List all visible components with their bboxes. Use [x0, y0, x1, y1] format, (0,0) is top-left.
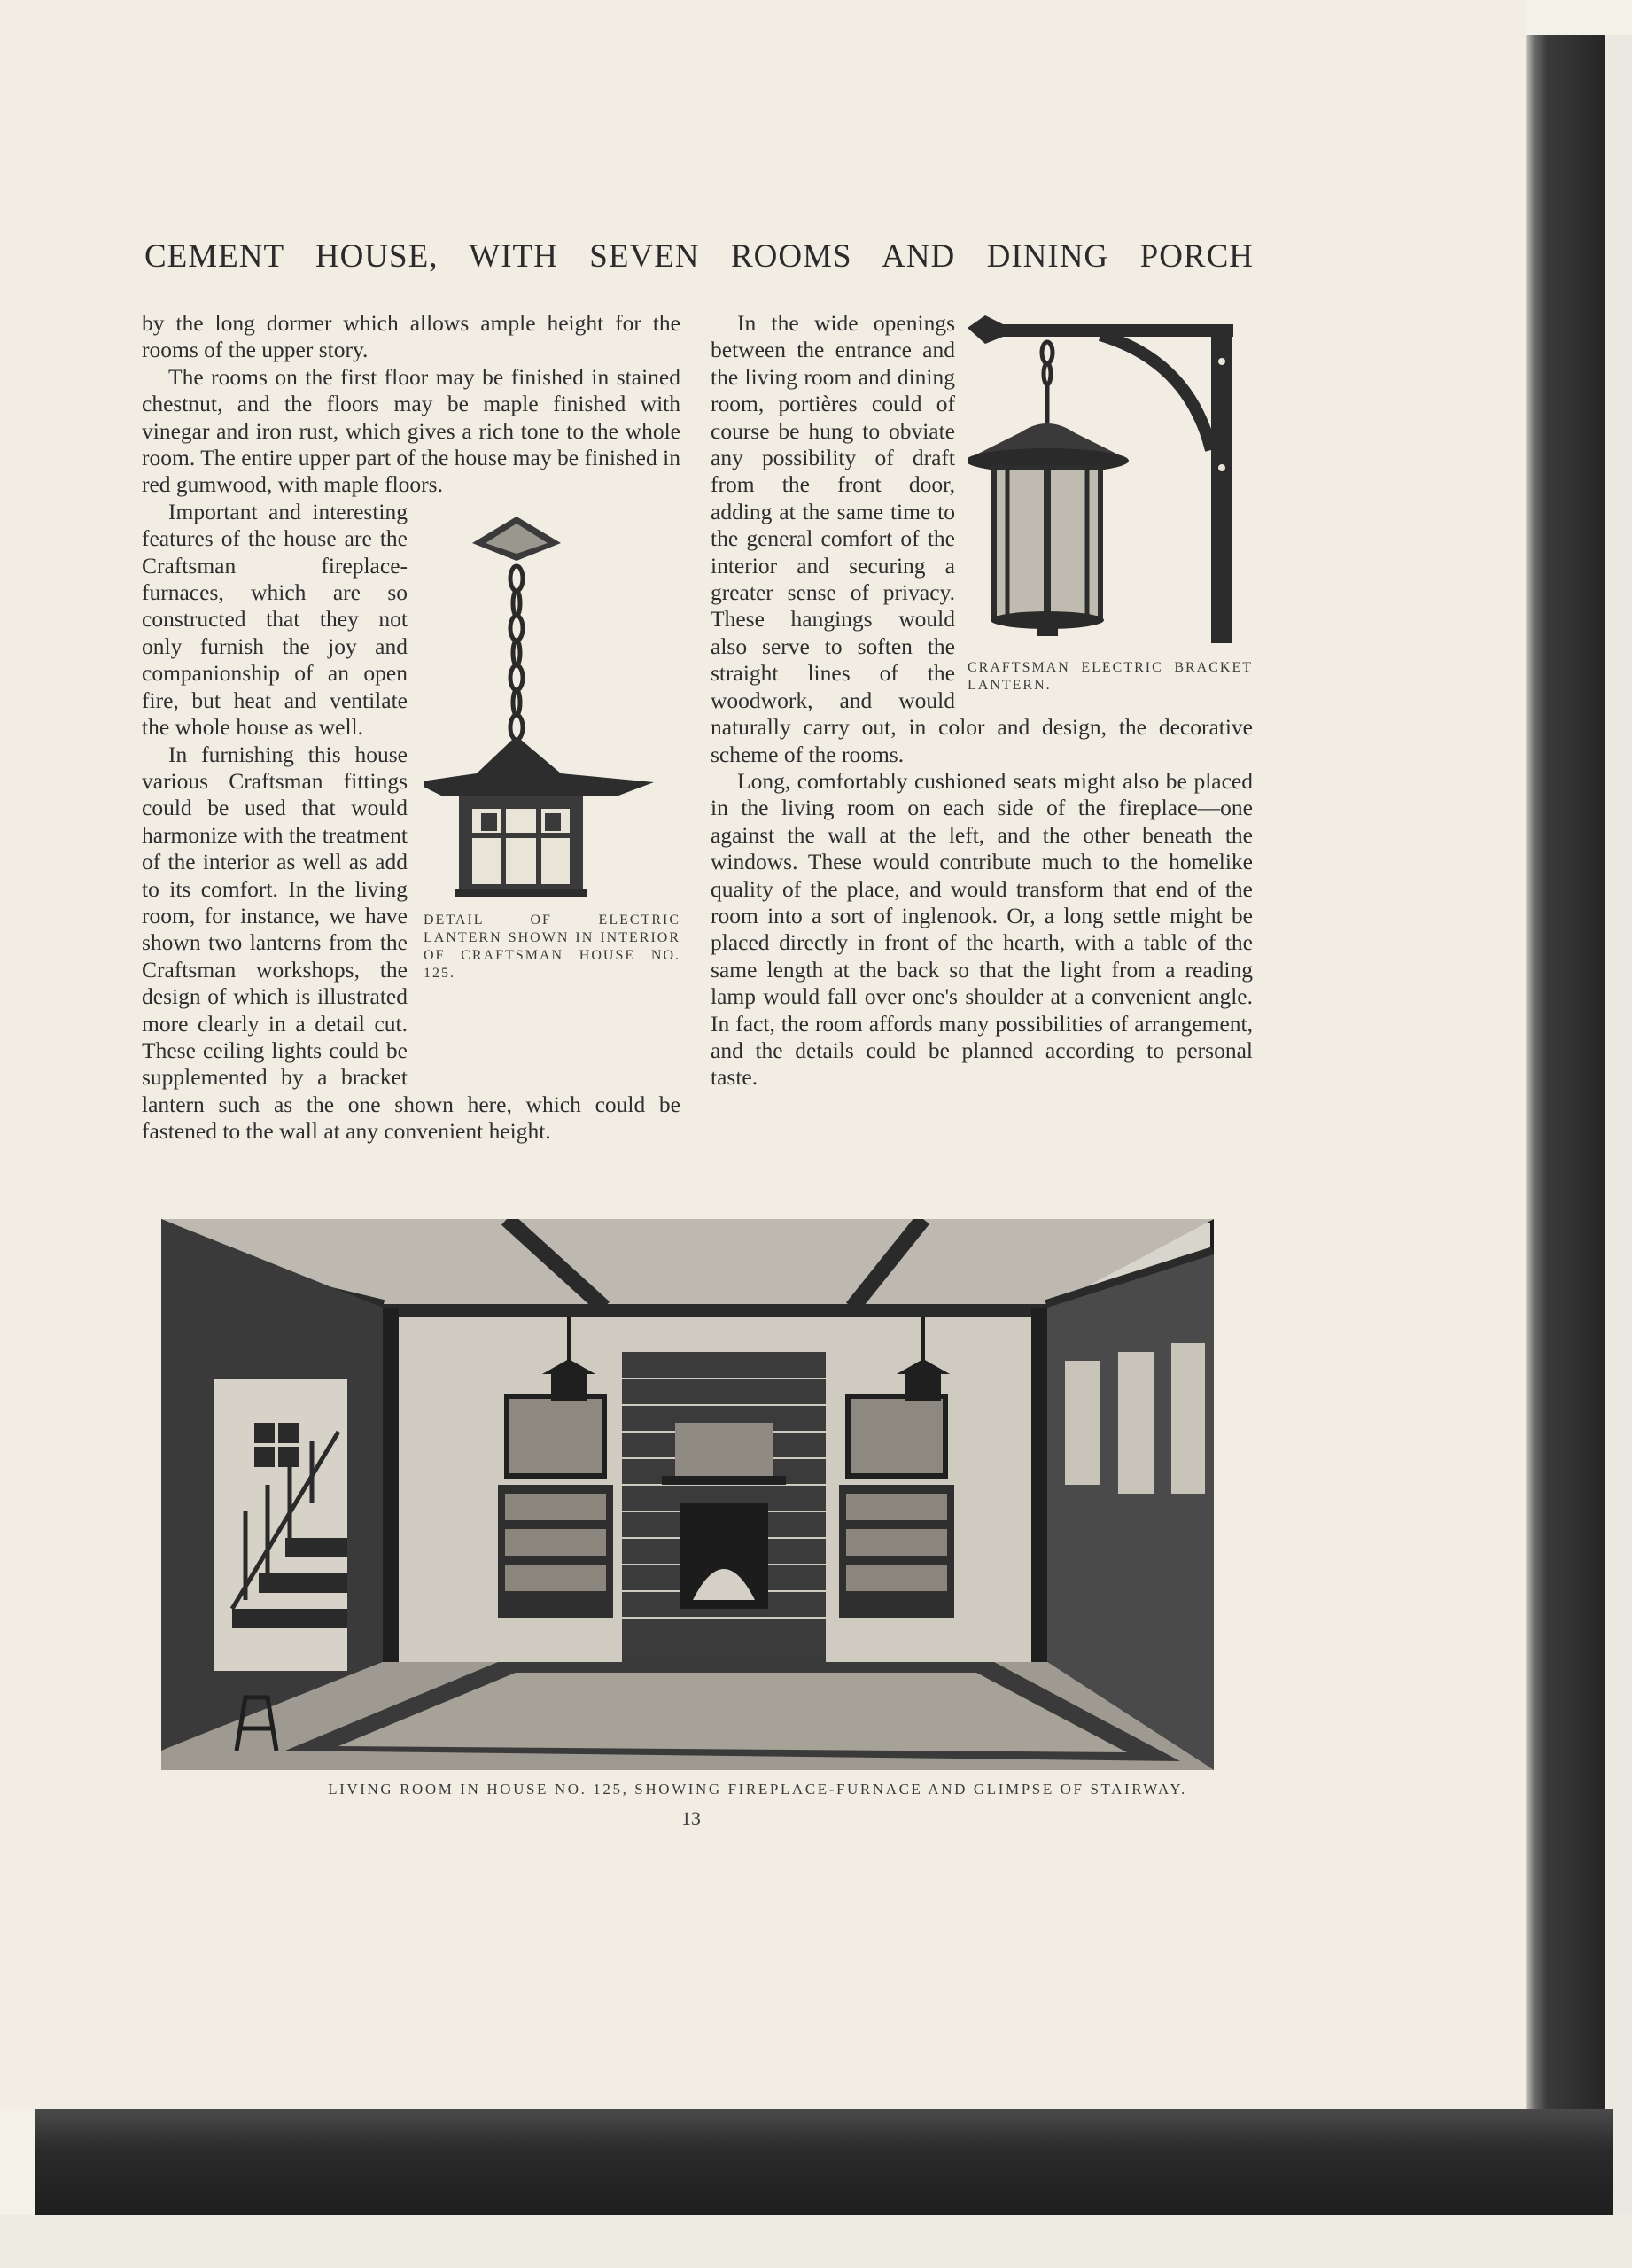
hanging-lantern-figure: [424, 508, 680, 1061]
lantern-caption: DETAIL OF ELECTRIC LANTERN SHOWN IN INTERIOR OF CRAFTSMAN HOUSE NO. 125.: [424, 912, 680, 981]
bracket-lantern-caption: CRAFTSMAN ELECTRIC BRACKET LANTERN.: [968, 660, 1253, 693]
page-number: 13: [681, 1807, 701, 1829]
background-strip: [0, 2215, 1632, 2268]
left-paragraph-1: by the long dormer which allows ample height for the rooms of the upper story.: [142, 310, 680, 363]
left-paragraph-4: In furnishing this house various Craftsman fittings could be used that would harmonize with the treatment of the interior as well as add to its comfort. In the living room, for instance, we have shown two lanterns from the Craftsman workshops, the design of which is illustrated more clearly in a detail cut. These ceiling lights could be supplemented by a bracket lantern such as the one shown here, which could be fastened to the wall at any convenient height.: [142, 741, 680, 1145]
page-title: CEMENT HOUSE, WITH SEVEN ROOMS AND DINING PORCH: [144, 238, 1254, 275]
living-room-illustration: [161, 1219, 1214, 1770]
hanging-lantern-illustration: [424, 508, 680, 906]
right-paragraph-1: In the wide openings between the entrance and the living room and dining room, portières could of course be hung to obviate any possibility of draft from the front door, adding at the same time to the general comfort of the interior and securing a greater sense of privacy. These hangings would also serve to soften the straight lines of the woodwork, and would naturally carry out, in color and design, the decorative scheme of the rooms.: [711, 310, 1253, 767]
page-bottom-edge: [35, 2109, 1613, 2215]
left-paragraph-3: Important and interesting features of the house are the Craftsman fireplace-furnaces, which are so constructed that they not only furnish the joy and companionship of an open fire, but heat and ventilate the whole house as well.: [142, 498, 408, 741]
bracket-lantern-illustration: [968, 308, 1253, 654]
left-paragraph-2: The rooms on the first floor may be finished in stained chestnut, and the floors may be maple finished with vinegar and iron rust, which gives a rich tone to the whole room. The entire upper part of the house may be finished in red gumwood, with maple floors.: [142, 363, 680, 498]
left-column: [142, 310, 680, 1146]
figure-caption: LIVING ROOM IN HOUSE NO. 125, SHOWING FIREPLACE-FURNACE AND GLIMPSE OF STAIRWAY.: [328, 1781, 1187, 1798]
right-column: [711, 310, 1253, 1091]
page-right-edge: [1526, 35, 1632, 2268]
right-paragraph-2: Long, comfortably cushioned seats might also be placed in the living room on each side of the fireplace—one against the wall at the left, and the other beneath the windows. These would contribute much to the homelike quality of the place, and would transform that end of the room into a sort of inglenook. Or, a long settle might be placed directly in front of the hearth, with a table of the same length at the back so that the light from a reading lamp would fall over one's shoulder at a convenient angle. In fact, the room affords many possibilities of arrangement, and the details could be planned according to personal taste.: [711, 767, 1253, 1091]
bracket-lantern-figure: [968, 308, 1253, 705]
